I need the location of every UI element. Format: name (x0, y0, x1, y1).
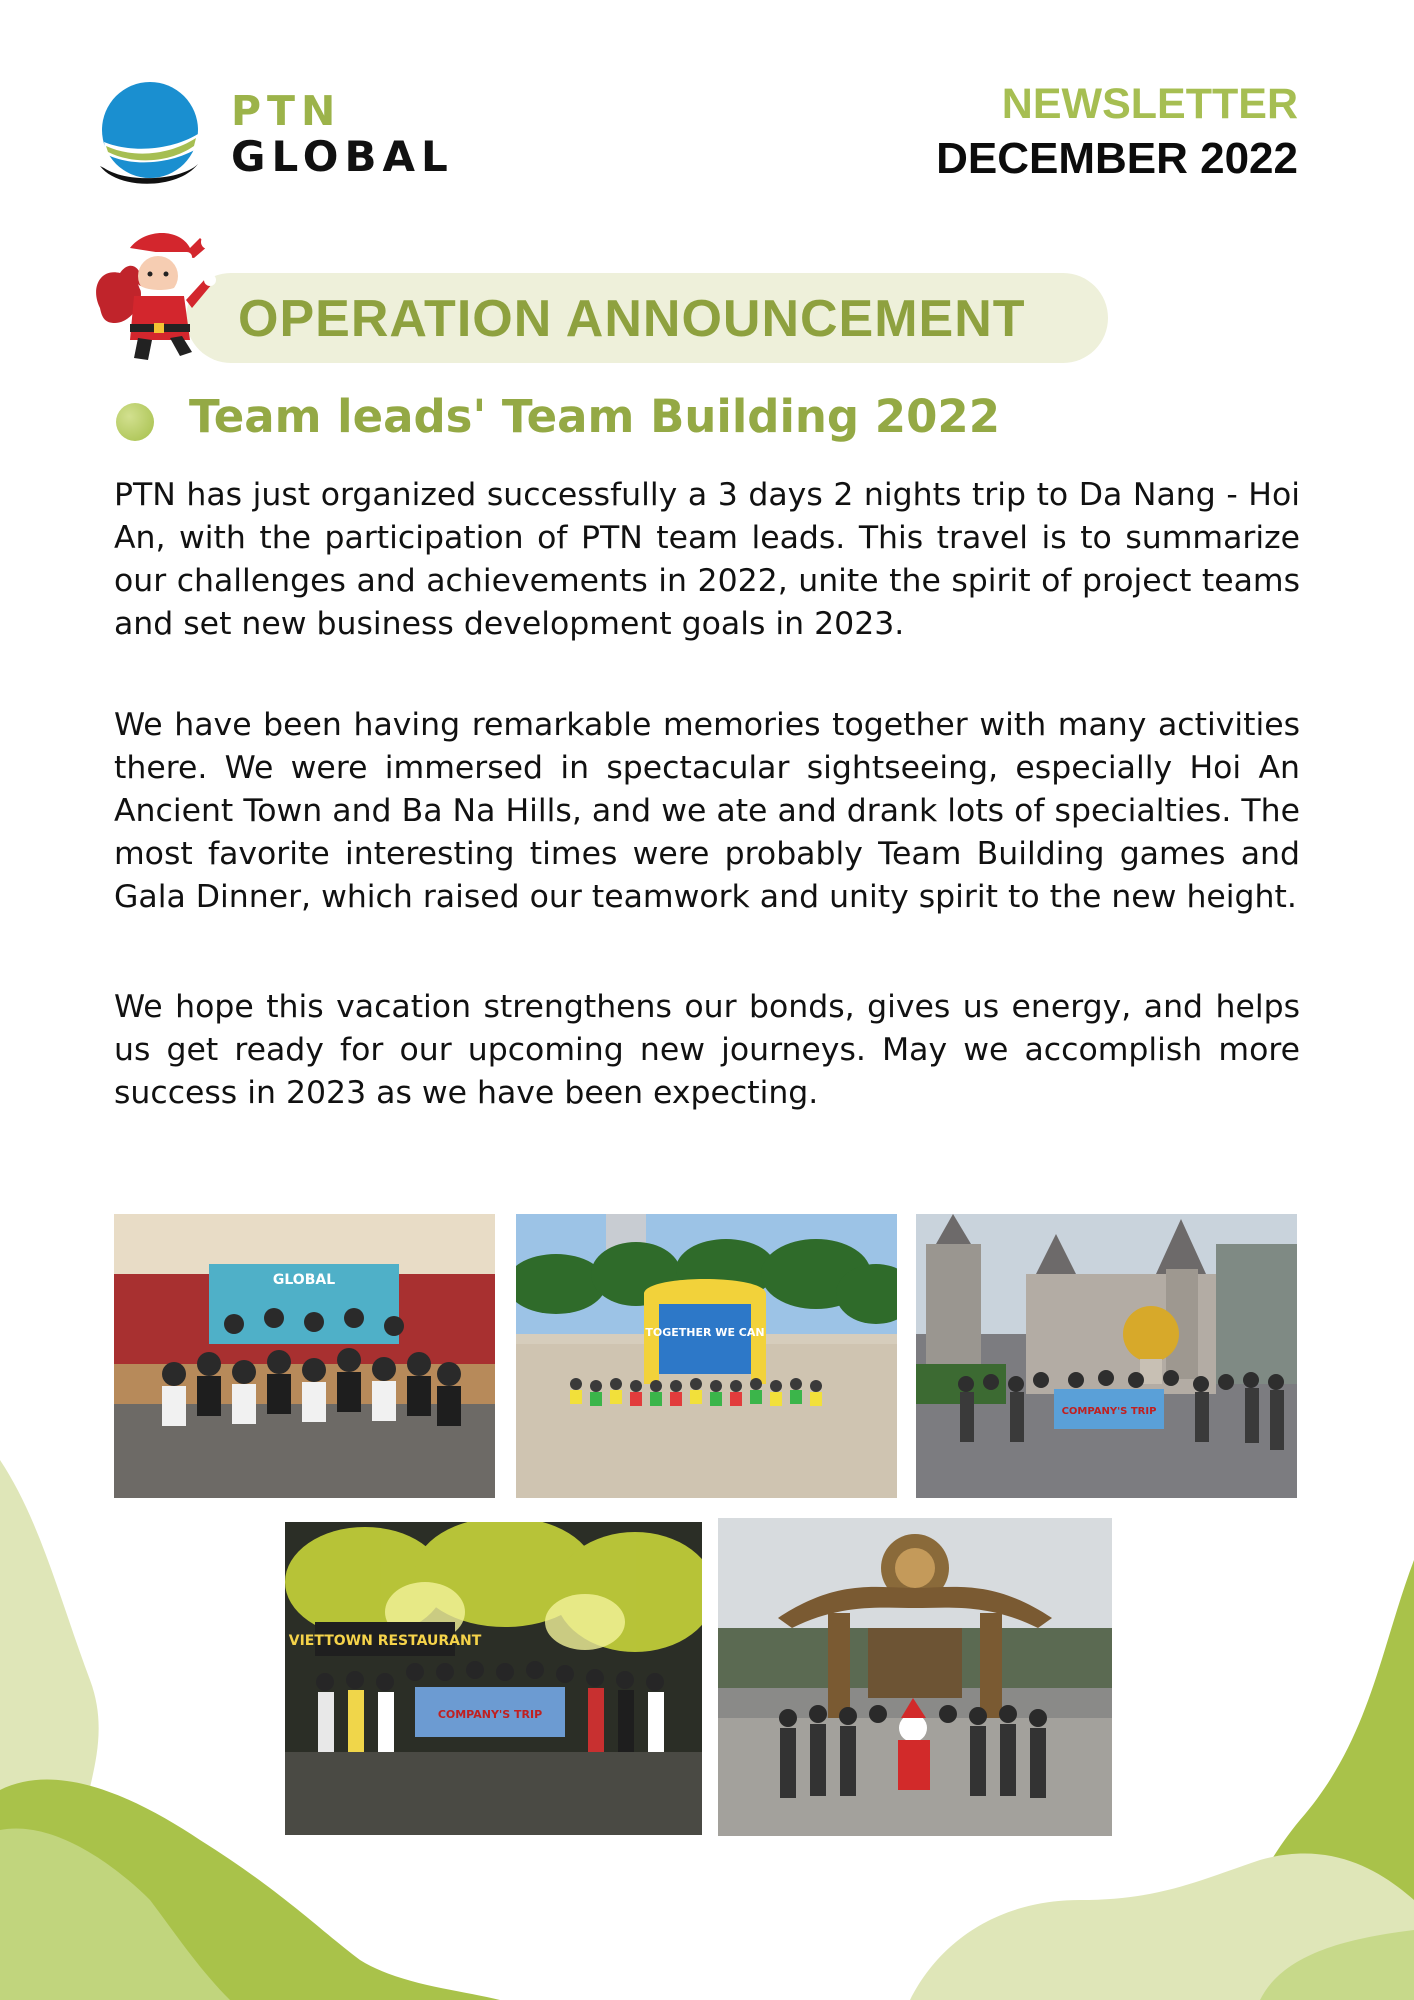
section-banner-title: OPERATION ANNOUNCEMENT (238, 290, 1026, 348)
article-paragraph-3: We hope this vacation strengthens our bonds, gives us energy, and helps us get ready for our upcoming new journeys. May we accomplish more success in 2023 as we have been expecting. (114, 989, 1300, 1111)
photo-gate-santa (718, 1518, 1112, 1836)
section-banner (186, 273, 1108, 363)
newsletter-label: NEWSLETTER (1001, 80, 1298, 128)
photo-night-restaurant (285, 1522, 702, 1835)
issue-date: DECEMBER 2022 (936, 134, 1298, 183)
photo-beach-games (516, 1214, 897, 1498)
bullet-dot-icon (116, 403, 154, 441)
photo-castle-group (916, 1214, 1297, 1498)
article-paragraph-2: We have been having remarkable memories together with many activities there. We were immersed in spectacular sightseeing, especially Hoi An Ancient Town and Ba Na Hills, and we ate and drank lots of specialties. The most favorite interesting times were probably Team Building games and Gala Dinner, which raised our teamwork and unity spirit to the new height. (114, 707, 1300, 915)
santa-icon (90, 228, 220, 368)
photo4-sign-text: VIETTOWN RESTAURANT (288, 1633, 482, 1649)
logo-line-ptn: PTN (231, 87, 342, 135)
globe-logo-icon (98, 80, 202, 192)
photo-indoor-group (114, 1214, 495, 1498)
newsletter-heading (936, 78, 1298, 188)
logo-line-global: GLOBAL (231, 132, 454, 181)
photo3-banner-text: COMPANY'S TRIP (1061, 1406, 1157, 1417)
photo4-banner-text: COMPANY'S TRIP (437, 1708, 543, 1721)
article-title: Team leads' Team Building 2022 (189, 390, 1001, 443)
photo2-banner-text: TOGETHER WE CAN (645, 1326, 765, 1339)
company-logo (98, 80, 454, 195)
article-paragraph-1: PTN has just organized successfully a 3 days 2 nights trip to Da Nang - Hoi An, with the participation of PTN team leads. This travel is to summarize our challenges and achievements in 2022, unite the spirit of project teams and set new business development goals in 2023. (114, 477, 1300, 642)
photo1-screen-text: GLOBAL (272, 1272, 336, 1288)
